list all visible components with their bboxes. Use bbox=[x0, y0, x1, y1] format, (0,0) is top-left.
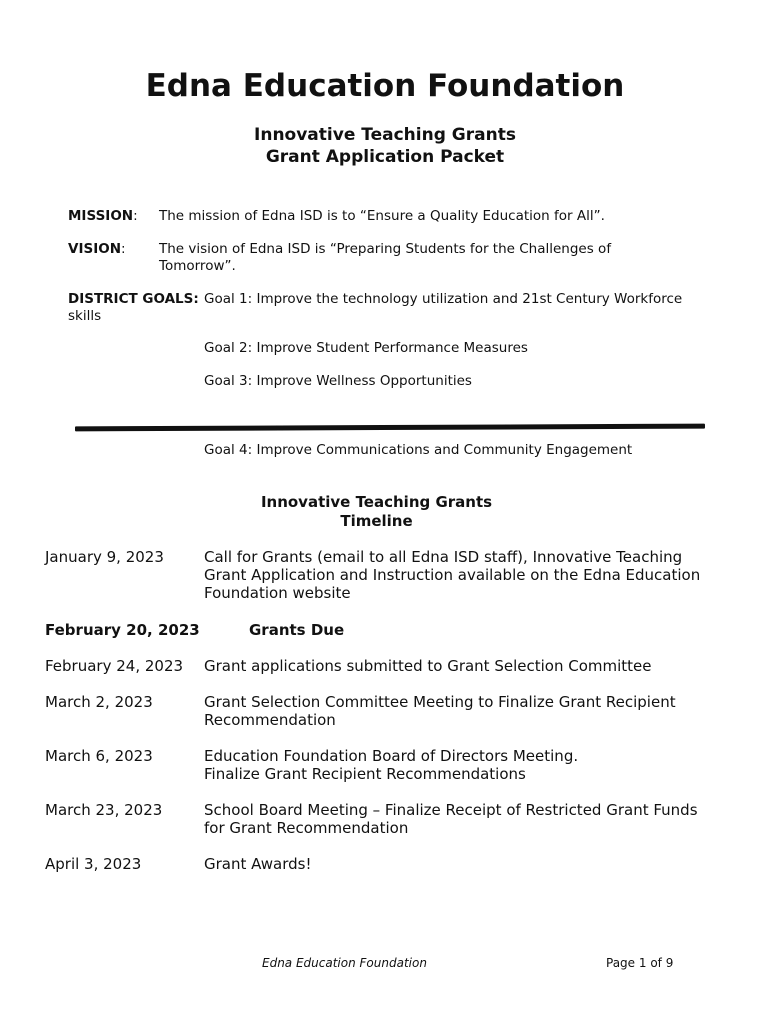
mission-colon: : bbox=[133, 208, 138, 224]
goal-1: Goal 1: Improve the technology utilization and 21st Century Workforce bbox=[204, 291, 683, 307]
goal-3: Goal 3: Improve Wellness Opportunities bbox=[204, 373, 472, 389]
page-title: Edna Education Foundation bbox=[145, 68, 625, 104]
goal-2: Goal 2: Improve Student Performance Measures bbox=[204, 340, 528, 356]
district-goals-label: DISTRICT GOALS: bbox=[68, 291, 199, 307]
timeline-row-date: March 23, 2023 bbox=[45, 801, 163, 819]
subtitle-grants: Innovative Teaching Grants bbox=[254, 125, 516, 145]
vision-label: VISION bbox=[68, 241, 121, 257]
timeline-row-date: February 20, 2023 bbox=[45, 621, 200, 639]
vision-label-wrap bbox=[68, 241, 126, 258]
timeline-row-desc-line2: Finalize Grant Recipient Recommendations bbox=[204, 765, 526, 783]
timeline-row-date: April 3, 2023 bbox=[45, 855, 142, 873]
mission-label: MISSION bbox=[68, 208, 134, 224]
timeline-subheading: Timeline bbox=[340, 512, 413, 530]
timeline-row-date: January 9, 2023 bbox=[45, 548, 164, 566]
goal-4: Goal 4: Improve Communications and Community Engagement bbox=[204, 442, 633, 458]
timeline-row-desc: Grant applications submitted to Grant Selection Committee bbox=[204, 657, 652, 675]
timeline-row-date: March 6, 2023 bbox=[45, 747, 153, 765]
goal-1-wrap: skills bbox=[68, 308, 102, 324]
timeline-row-date: March 2, 2023 bbox=[45, 693, 153, 711]
footer-page-number: Page 1 of 9 bbox=[606, 956, 674, 970]
horizontal-divider bbox=[75, 424, 705, 432]
timeline-row-desc: Grant Awards! bbox=[204, 855, 312, 873]
timeline-heading: Innovative Teaching Grants bbox=[260, 493, 493, 511]
vision-text: The vision of Edna ISD is “Preparing Students for the Challenges of Tomorrow”. bbox=[159, 241, 612, 274]
timeline-row-desc: Grant Selection Committee Meeting to Finalize Grant Recipient Recommendation bbox=[204, 693, 676, 729]
timeline-row-desc: Grants Due bbox=[249, 621, 345, 639]
timeline-row-date: February 24, 2023 bbox=[45, 657, 184, 675]
subtitle-packet: Grant Application Packet bbox=[265, 147, 505, 167]
mission-label-wrap bbox=[68, 208, 138, 225]
timeline-row-desc: School Board Meeting – Finalize Receipt of Restricted Grant Funds for Grant Recommendation bbox=[204, 801, 698, 837]
vision-colon: : bbox=[121, 241, 126, 257]
timeline-row-desc: Call for Grants (email to all Edna ISD staff), Innovative Teaching Grant Application and Instruction available on the Edna Education Foundation website bbox=[204, 548, 701, 602]
mission-text: The mission of Edna ISD is to “Ensure a Quality Education for All”. bbox=[159, 208, 605, 224]
timeline-row-desc-line1: Education Foundation Board of Directors Meeting. bbox=[204, 747, 579, 765]
footer-org: Edna Education Foundation bbox=[262, 956, 427, 970]
